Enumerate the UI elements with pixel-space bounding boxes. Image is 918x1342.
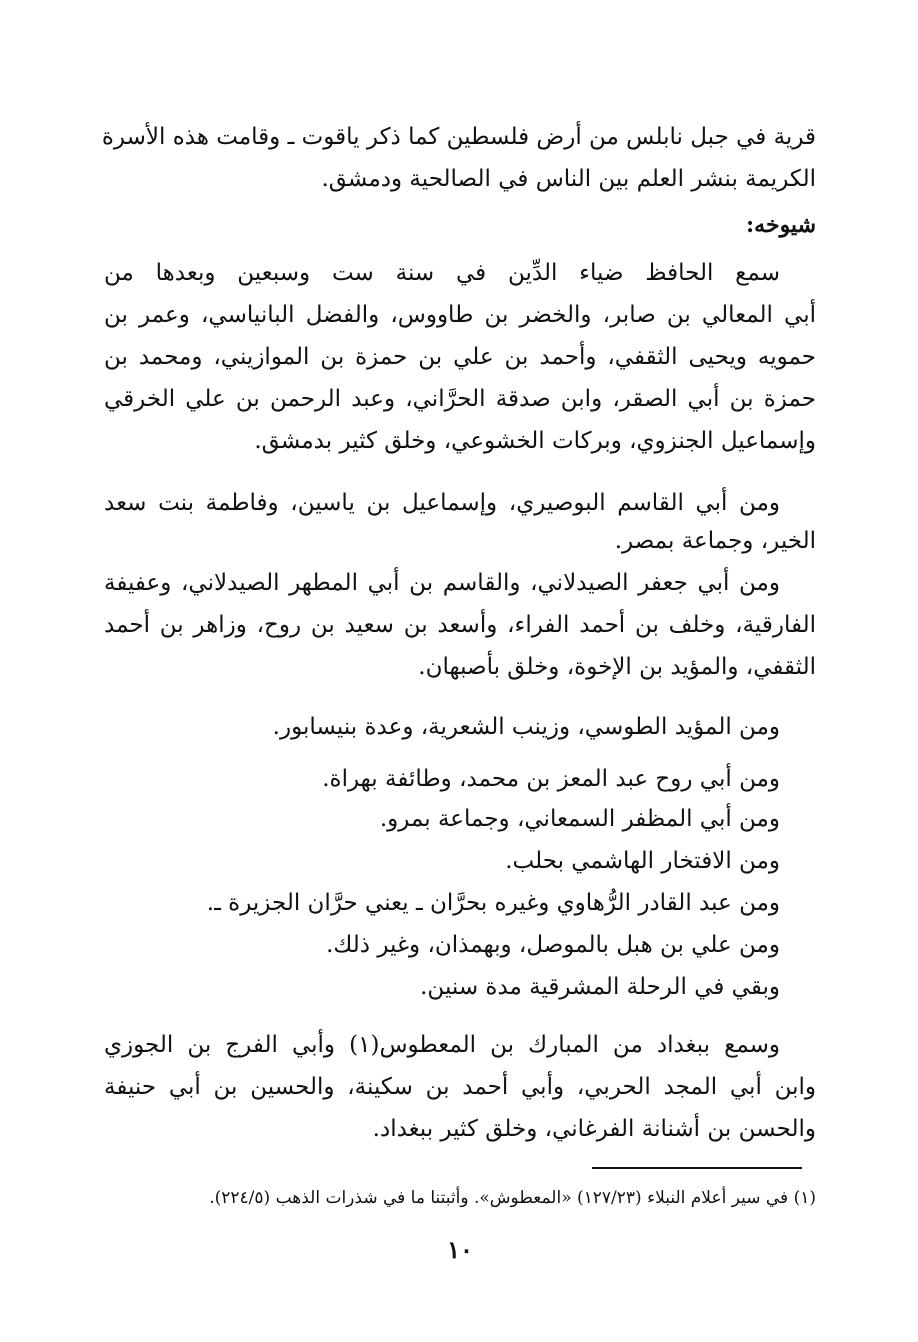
damascus-line-2: أبي المعالي بن صابر، والخضر بن طاووس، والفضل البانياسي، وعمر بن — [104, 302, 816, 328]
damascus-line-4: حمزة بن أبي الصقر، وابن صدقة الحرَّاني، وعبد الرحمن بن علي الخرقي — [104, 386, 816, 412]
isfahan-line-3: الثقفي، والمؤيد بن الإخوة، وخلق بأصبهان. — [418, 654, 816, 680]
egypt-line-1: ومن أبي القاسم البوصيري، وإسماعيل بن ياسين، وفاطمة بنت سعد — [104, 490, 780, 516]
herat-line-4: ومن عبد القادر الرُّهاوي وغيره بحرَّان ـ يعني حرَّان الجزيرة ـ. — [206, 890, 780, 916]
intro-line-2: الكريمة بنشر العلم بين الناس في الصالحية ودمشق. — [321, 166, 816, 192]
herat-line-2: ومن أبي المظفر السمعاني، وجماعة بمرو. — [379, 806, 780, 832]
nishapur-line: ومن المؤيد الطوسي، وزينب الشعرية، وعدة بنيسابور. — [272, 714, 780, 740]
baghdad-line-2: وابن أبي المجد الحربي، وأبي أحمد بن سكينة، والحسين بن أبي حنيفة — [104, 1074, 816, 1100]
isfahan-line-1: ومن أبي جعفر الصيدلاني، والقاسم بن أبي المطهر الصيدلاني، وعفيفة — [104, 570, 780, 596]
isfahan-line-2: الفارقية، وخلف بن أحمد الفراء، وأسعد بن سعيد بن روح، وزاهر بن أحمد — [104, 612, 816, 638]
herat-line-1: ومن أبي روح عبد المعز بن محمد، وطائفة بهراة. — [322, 766, 780, 792]
egypt-line-2: الخير، وجماعة بمصر. — [614, 528, 816, 554]
baghdad-line-1: وسمع ببغداد من المبارك بن المعطوس(١) وأبي الفرج بن الجوزي — [104, 1032, 780, 1058]
herat-line-5: ومن علي بن هبل بالموصل، وبهمذان، وغير ذلك. — [326, 932, 780, 958]
intro-line-1: قرية في جبل نابلس من أرض فلسطين كما ذكر ياقوت ـ وقامت هذه الأسرة — [101, 124, 816, 150]
damascus-line-1: سمع الحافظ ضياء الدِّين في سنة ست وسبعين وبعدها من — [104, 260, 780, 286]
damascus-line-3: حمويه ويحيى الثقفي، وأحمد بن علي بن حمزة بن الموازيني، ومحمد بن — [104, 344, 816, 370]
footnote-divider — [592, 1167, 802, 1169]
damascus-line-5: وإسماعيل الجنزوي، وبركات الخشوعي، وخلق كثير بدمشق. — [254, 428, 816, 454]
footnote-1: (١) في سير أعلام النبلاء (١٢٧/٢٣) «المعطوش». وأثبتنا ما في شذرات الذهب (٢٢٤/٥). — [209, 1188, 816, 1208]
page-number: ١٠ — [447, 1235, 473, 1264]
herat-line-6: وبقي في الرحلة المشرقية مدة سنين. — [420, 974, 780, 1000]
section-heading-shuyukh: شيوخه: — [746, 212, 816, 238]
herat-line-3: ومن الافتخار الهاشمي بحلب. — [505, 848, 780, 874]
baghdad-line-3: والحسن بن أشنانة الفرغاني، وخلق كثير ببغداد. — [372, 1116, 816, 1142]
